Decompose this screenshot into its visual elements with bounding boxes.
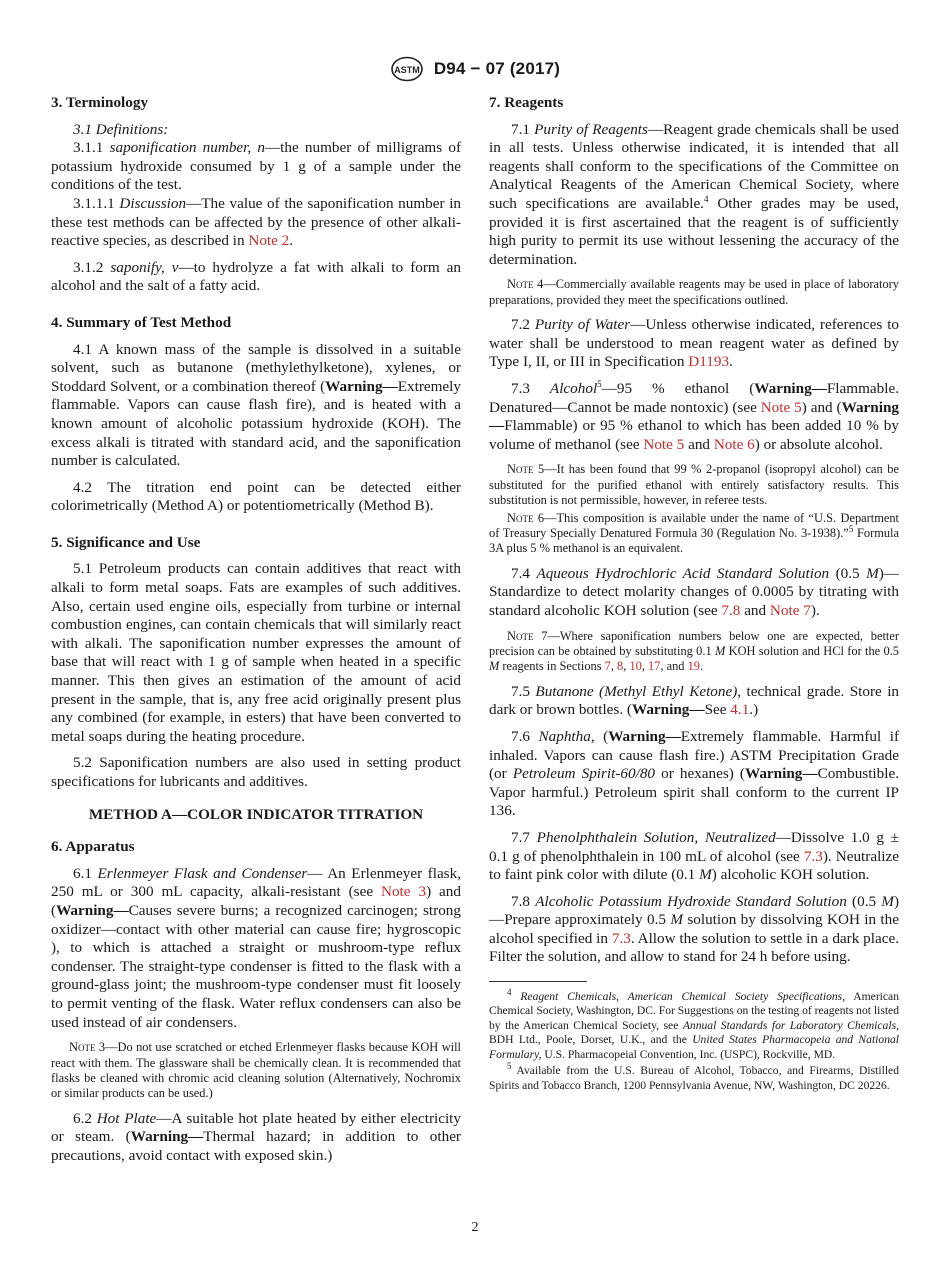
section-heading: 6. Apparatus [51, 838, 135, 856]
paragraph: 7.8 Alcoholic Potassium Hydroxide Standard Solution (0.5 M)—Prepare approximately 0.5 M solution by dissolving KOH in the alcohol specified in 7.3. Allow the solution to settle in a dark place. Filter the solution, and allow to stand for 24 h before using. [489, 892, 900, 966]
section-19-link[interactable]: 19 [687, 659, 700, 674]
paragraph: 4.2 The titration end point can be detected either colorimetrically (Method A) or potentiometrically (Method B). [51, 478, 461, 515]
paragraph: 3.1 Definitions: [73, 120, 169, 138]
paragraph: 5.2 Saponification numbers are also used in setting product specifications for lubricants and additives. [51, 754, 461, 790]
note-6-link[interactable]: Note 6 [713, 435, 755, 453]
paragraph: 7.3 Alcohol$^5$—95 % ethanol (Warning—Flammable. Denatured—Cannot be made nontoxic) (see Note 5) and (Warning—Flammable) or 95 % ethanol to which has been added 10 % by volume of methanol (see Note 5 and Note 6) or absolute alcohol. [489, 378, 899, 453]
section-7-3-link[interactable]: 7.3 [803, 847, 823, 865]
paragraph: 7.1 Purity of Reagents—Reagent grade chemicals shall be used in all tests. Unless otherwise indicated, it is intended that all reagents shall conform to the specifications of the Committee on Analytical Reagents of the American Chemical Society, where such specifications are available.$^4$ Other grades may be used, provided it is first ascertained that the reagent is of sufficiently high purity to permit its use without lessening the accuracy of the determination. [489, 120, 900, 268]
section-4-1-link[interactable]: 4.1 [730, 701, 750, 719]
paragraph: 7.2 Purity of Water—Unless otherwise indicated, references to water shall be understood to mean reagent water as defined by Type I, II, or III in Specification D1193. [489, 316, 900, 371]
svg-text:ASTM: ASTM [394, 65, 420, 75]
section-heading: 3. Terminology [51, 94, 149, 111]
note-5-link[interactable]: Note 5 [760, 398, 802, 416]
section-heading: 4. Summary of Test Method [51, 313, 232, 331]
section-7-link[interactable]: 7 [604, 659, 611, 674]
footnote-4: $^4$ Reagent Chemicals, American Chemical Society Specifications, American Chemical Society, Washington, DC. For Suggestions on the testing of reagents not listed by the American Chemical Society, see Annual Standards for Laboratory Chemicals, BDH Ltd., Poole, Dorset, U.K., and the United States Pharmacopeia and National Formulary, U.S. Pharmacopeial Convention, Inc. (USPC), Rockville, MD. [489, 987, 900, 1061]
section-heading: 7. Reagents [489, 94, 564, 111]
section-7-3-link[interactable]: 7.3 [611, 929, 631, 947]
page-header [0, 56, 950, 82]
section-8-link[interactable]: 8 [617, 659, 624, 674]
section-7-8-link[interactable]: 7.8 [721, 601, 741, 619]
note-2-link[interactable]: Note 2 [248, 232, 290, 250]
right-column [489, 92, 899, 1095]
paragraph: 3.1.1 saponification number, n—the number of milligrams of potassium hydroxide consumed by 1 g of a sample under the conditions of the test. [51, 139, 462, 194]
footnote-divider [489, 981, 587, 982]
paragraph: 6.2 Hot Plate—A suitable hot plate heated by either electricity or steam. (Warning—Thermal hazard; in addition to other precautions, avoid contact with exposed skin.) [51, 1109, 461, 1164]
paragraph: 3.1.2 saponify, v—to hydrolyze a fat with alkali to form an alcohol and the salt of a fatty acid. [51, 258, 461, 295]
footnote-5: $^5$ Available from the U.S. Bureau of Alcohol, Tobacco, and Firearms, Distilled Spirits and Tobacco Branch, 1200 Pennsylvania Avenue, NW, Washington, DC 20226. [489, 1061, 899, 1092]
note-4: Note 4—Commercially available reagents may be used in place of laboratory preparations, provided they meet the specifications outlined. [489, 277, 899, 307]
note-5: Note 5—It has been found that 99 % 2-propanol (isopropyl alcohol) can be substituted for the purified ethanol with entirely satisfactory results. This substitution is not permissible, however, in referee tests. [489, 462, 899, 508]
paragraph: 6.1 Erlenmeyer Flask and Condenser— An Erlenmeyer flask, 250 mL or 300 mL capacity, alkali-resistant (see Note 3) and (Warning—Causes severe burns; a recognized carcinogen; strong oxidizer—contact with other material can cause fire; hygroscopic ), to which is attached a straight or mushroom-type reflux condenser. The straight-type condenser is fitted to the flask with a ground-glass joint; the mushroom-type condenser must fit loosely to permit venting of the flask. Water reflux condensers can also be used instead of air condensers. [51, 864, 461, 1031]
paragraph: 7.4 Aqueous Hydrochloric Acid Standard Solution (0.5 M)—Standardize to detect molarity changes of 0.0005 by titrating with standard alcoholic KOH solution (see 7.8 and Note 7). [489, 564, 899, 619]
document-id: D94 − 07 (2017) [433, 59, 561, 78]
astm-logo-icon [390, 56, 424, 82]
note-5-link[interactable]: Note 5 [643, 435, 685, 453]
left-column [51, 92, 461, 1174]
d1193-link[interactable]: D1193 [688, 353, 730, 371]
page-number: 2 [471, 1220, 479, 1235]
section-heading: 5. Significance and Use [51, 533, 201, 551]
paragraph: 7.5 Butanone (Methyl Ethyl Ketone), technical grade. Store in dark or brown bottles. (Warning—See 4.1.) [489, 682, 900, 719]
paragraph: 3.1.1.1 Discussion—The value of the saponification number in these test methods can be affected by the presence of other alkali-reactive species, as described in Note 2. [51, 194, 462, 250]
note-7: Note 7—Where saponification numbers below one are expected, better precision can be obtained by substituting 0.1 M KOH solution and HCl for the 0.5 M reagents in Sections 7, 8, 10, 17, and 19. [489, 628, 899, 674]
note-6: Note 6—This composition is available under the name of “U.S. Department of Treasury Specially Denatured Formula 30 (Regulation No. 3-1938).”$^5$ Formula 3A plus 5 % methanol is an equivalent. [489, 510, 899, 556]
section-17-link[interactable]: 17 [648, 659, 661, 674]
method-heading: METHOD A—COLOR INDICATOR TITRATION [88, 805, 424, 823]
paragraph: 4.1 A known mass of the sample is dissolved in a suitable solvent, such as butanone (methylethylketone), xylenes, or Stoddard Solvent, or a combination thereof (Warning—Extremely flammable. Vapors can cause flash fire), and is heated with a known amount of alcoholic potassium hydroxide (KOH). The excess alkali is titrated with standard acid, and the saponification number is calculated. [51, 340, 461, 470]
note-7-link[interactable]: Note 7 [769, 601, 811, 619]
paragraph: 7.6 Naphtha, (Warning—Extremely flammable. Harmful if inhaled. Vapors can cause flash fire.) ASTM Precipitation Grade (or Petroleum Spirit-60/80 or hexanes) (Warning—Combustible. Vapor harmful.) Petroleum spirit shall conform to the current IP 136. [489, 727, 899, 820]
note-3: Note 3—Do not use scratched or etched Erlenmeyer flasks because KOH will react with them. The glassware shall be chemically clean. It is recommended that flasks be cleaned with chromic acid cleaning solution (Alternatively, Nochromix or similar products can be used.) [51, 1040, 461, 1101]
note-3-link[interactable]: Note 3 [381, 883, 427, 901]
paragraph: 5.1 Petroleum products can contain additives that react with alkali to form metal soaps. Fats are examples of such additives. Also, certain used engine oils, especially from turbine or internal combustion engines, can contain chemicals that will similarly react with alkali. The saponification number expresses the amount of base that will react with 1 g of sample when heated in a specific manner. This then gives an estimation of the amount of acid present in the sample, that is, any free acid originally present plus any combined (for example, in esters) that have been converted to metal soaps during the heating procedure. [51, 560, 461, 745]
paragraph: 7.7 Phenolphthalein Solution, Neutralized—Dissolve 1.0 g ± 0.1 g of phenolphthalein in 100 mL of alcohol (see 7.3). Neutralize to faint pink color with dilute (0.1 M) alcoholic KOH solution. [489, 828, 900, 884]
section-10-link[interactable]: 10 [629, 659, 642, 674]
